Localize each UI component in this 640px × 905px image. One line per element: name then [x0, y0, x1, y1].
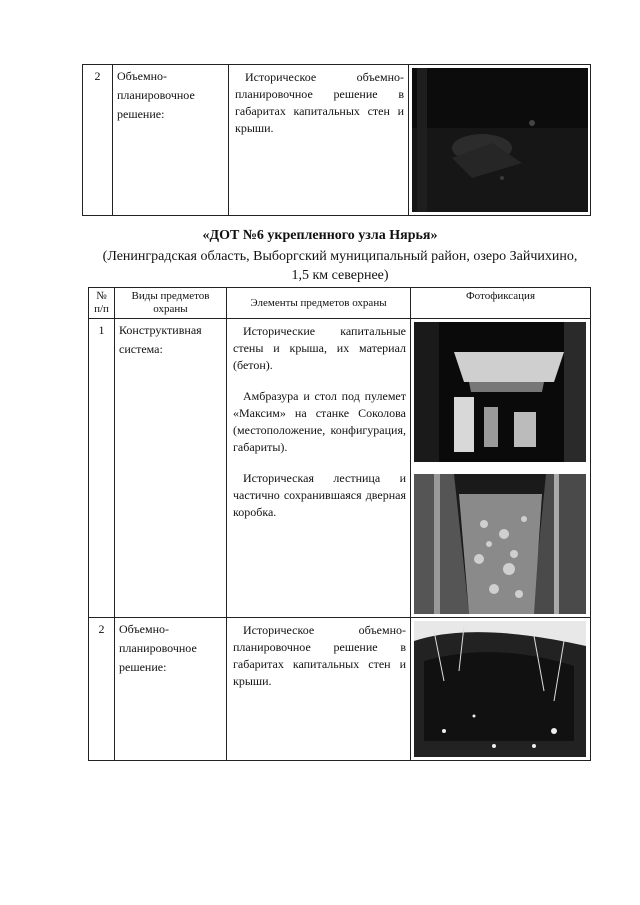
element-text: Историческая лестница и частично сохранившаяся дверная коробка.	[233, 471, 406, 519]
header-elements: Элементы предметов охраны	[227, 288, 411, 319]
photo-cell	[411, 319, 591, 618]
table-row	[89, 319, 591, 618]
header-photo: Фотофиксация	[411, 288, 591, 319]
row-number: 2	[89, 618, 115, 761]
protection-elements	[227, 618, 411, 761]
photo-embrasure-interior	[414, 322, 586, 462]
protection-elements	[229, 65, 409, 216]
table-row	[89, 618, 591, 761]
element-text: Историческое объемно-планировочное решение в габаритах капитальных стен и крыши.	[233, 623, 406, 688]
top-table	[82, 64, 591, 216]
row-number: 2	[83, 65, 113, 216]
photo-stairway-rubble	[414, 474, 586, 614]
protection-type: Конструктивная система:	[115, 319, 227, 618]
element-text: Амбразура и стол под пулемет «Максим» на станке Соколова (местоположение, конфигурация, габариты).	[233, 389, 406, 454]
header-kind: Виды предметов охраны	[115, 288, 227, 319]
row-number: 1	[89, 319, 115, 618]
protection-type: Объемно-планировочное решение:	[113, 65, 229, 216]
element-text: Историческое объемно-планировочное решение в габаритах капитальных стен и крыши.	[235, 70, 404, 135]
protection-type: Объемно-планировочное решение:	[115, 618, 227, 761]
photo-bunker-exterior	[414, 621, 586, 757]
element-text: Исторические капитальные стены и крыша, их материал (бетон).	[233, 324, 406, 372]
protection-elements	[227, 319, 411, 618]
header-num: № п/п	[89, 288, 115, 319]
photo-dark-interior	[412, 68, 588, 212]
photo-cell	[411, 618, 591, 761]
section-title: «ДОТ №6 укрепленного узла Нярья»	[202, 228, 438, 243]
main-table	[88, 287, 591, 761]
photo-cell	[409, 65, 591, 216]
section-subtitle: (Ленинградская область, Выборгский муниципальный район, озеро Зайчихино, 1,5 км севернее)	[102, 249, 578, 283]
